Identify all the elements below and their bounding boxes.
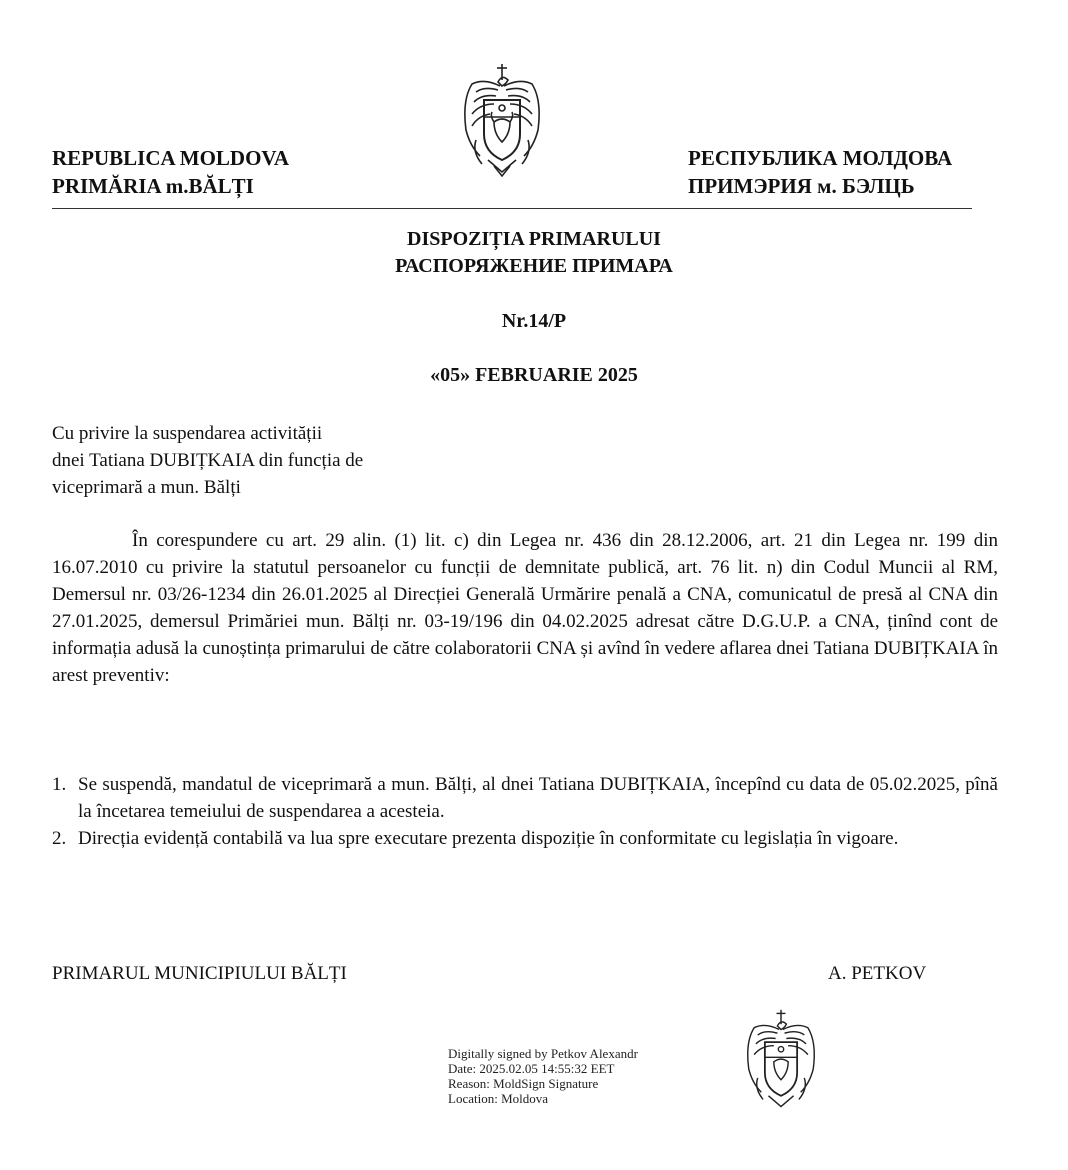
- subject-line: dnei Tatiana DUBIȚKAIA din funcția de: [52, 450, 364, 471]
- document-date: «05» FEBRUARIE 2025: [430, 364, 638, 386]
- document-title-ru: РАСПОРЯЖЕНИЕ ПРИМАРА: [395, 255, 673, 277]
- subject-line: Cu privire la suspendarea activității: [52, 423, 323, 444]
- signatory-position: PRIMARUL MUNICIPIULUI BĂLȚI: [52, 963, 347, 984]
- header-country-ru: РЕСПУБЛИКА МОЛДОВА: [688, 146, 953, 170]
- signatory-name: A. PETKOV: [828, 963, 927, 984]
- document-title-ro: DISPOZIȚIA PRIMARULUI: [407, 228, 661, 250]
- coat-of-arms-icon: [454, 60, 550, 180]
- header-divider: [52, 208, 972, 209]
- decision-item: [52, 825, 998, 852]
- digital-signature-location: Location: Moldova: [448, 1091, 549, 1106]
- decision-text: Direcția evidență contabilă va lua spre executare prezenta dispoziție în conformitate cu legislația în vigoare.: [78, 828, 899, 849]
- header-right: [688, 144, 952, 200]
- decision-item: [52, 771, 998, 825]
- decision-number: 1.: [52, 774, 67, 795]
- document-subject: [52, 420, 472, 501]
- decision-text: Se suspendă, mandatul de viceprimară a mun. Bălți, al dnei Tatiana DUBIȚKAIA, începînd cu data de 05.02.2025, pînă la încetarea temeiului de suspendarea a acesteia.: [78, 774, 998, 822]
- preamble-paragraph: În corespundere cu art. 29 alin. (1) lit. c) din Legea nr. 436 din 28.12.2006, art. 21 din Legea nr. 199 din 16.07.2010 cu privire la statutul persoanelor cu funcții de demnitate publică, art. 76 lit. n) din Codul Muncii al RM, Demersul nr. 03/26-1234 din 26.01.2025 al Direcției Generală Urmărire penală a CNA, comunicatul de presă al CNA din 27.01.2025, demersul Primăriei mun. Bălți nr. 03-19/196 din 04.02.2025 adresat către D.G.U.P. a CNA, ținînd cont de informația adusă la cunoștința primarului de către colaboratorii CNA și avînd în vedere aflarea dnei Tatiana DUBIȚKAIA în arest preventiv:: [52, 530, 998, 686]
- decision-number: 2.: [52, 828, 67, 849]
- subject-line: viceprimară a mun. Bălți: [52, 477, 241, 498]
- signature-coat-of-arms-icon: [738, 1000, 824, 1120]
- header-left: [52, 144, 289, 200]
- digital-signature-date: Date: 2025.02.05 14:55:32 EET: [448, 1061, 615, 1076]
- digital-signature-block: [448, 1046, 638, 1106]
- digital-signature-reason: Reason: MoldSign Signature: [448, 1076, 599, 1091]
- header-country-ro: REPUBLICA MOLDOVA: [52, 146, 290, 170]
- document-number: Nr.14/P: [501, 310, 567, 332]
- header-institution-ru: ПРИМЭРИЯ м. БЭЛЦЬ: [688, 174, 915, 198]
- digital-signature-signer: Digitally signed by Petkov Alexandr: [448, 1046, 638, 1061]
- decision-list: [52, 771, 998, 852]
- header-institution-ro: PRIMĂRIA m.BĂLȚI: [52, 174, 254, 198]
